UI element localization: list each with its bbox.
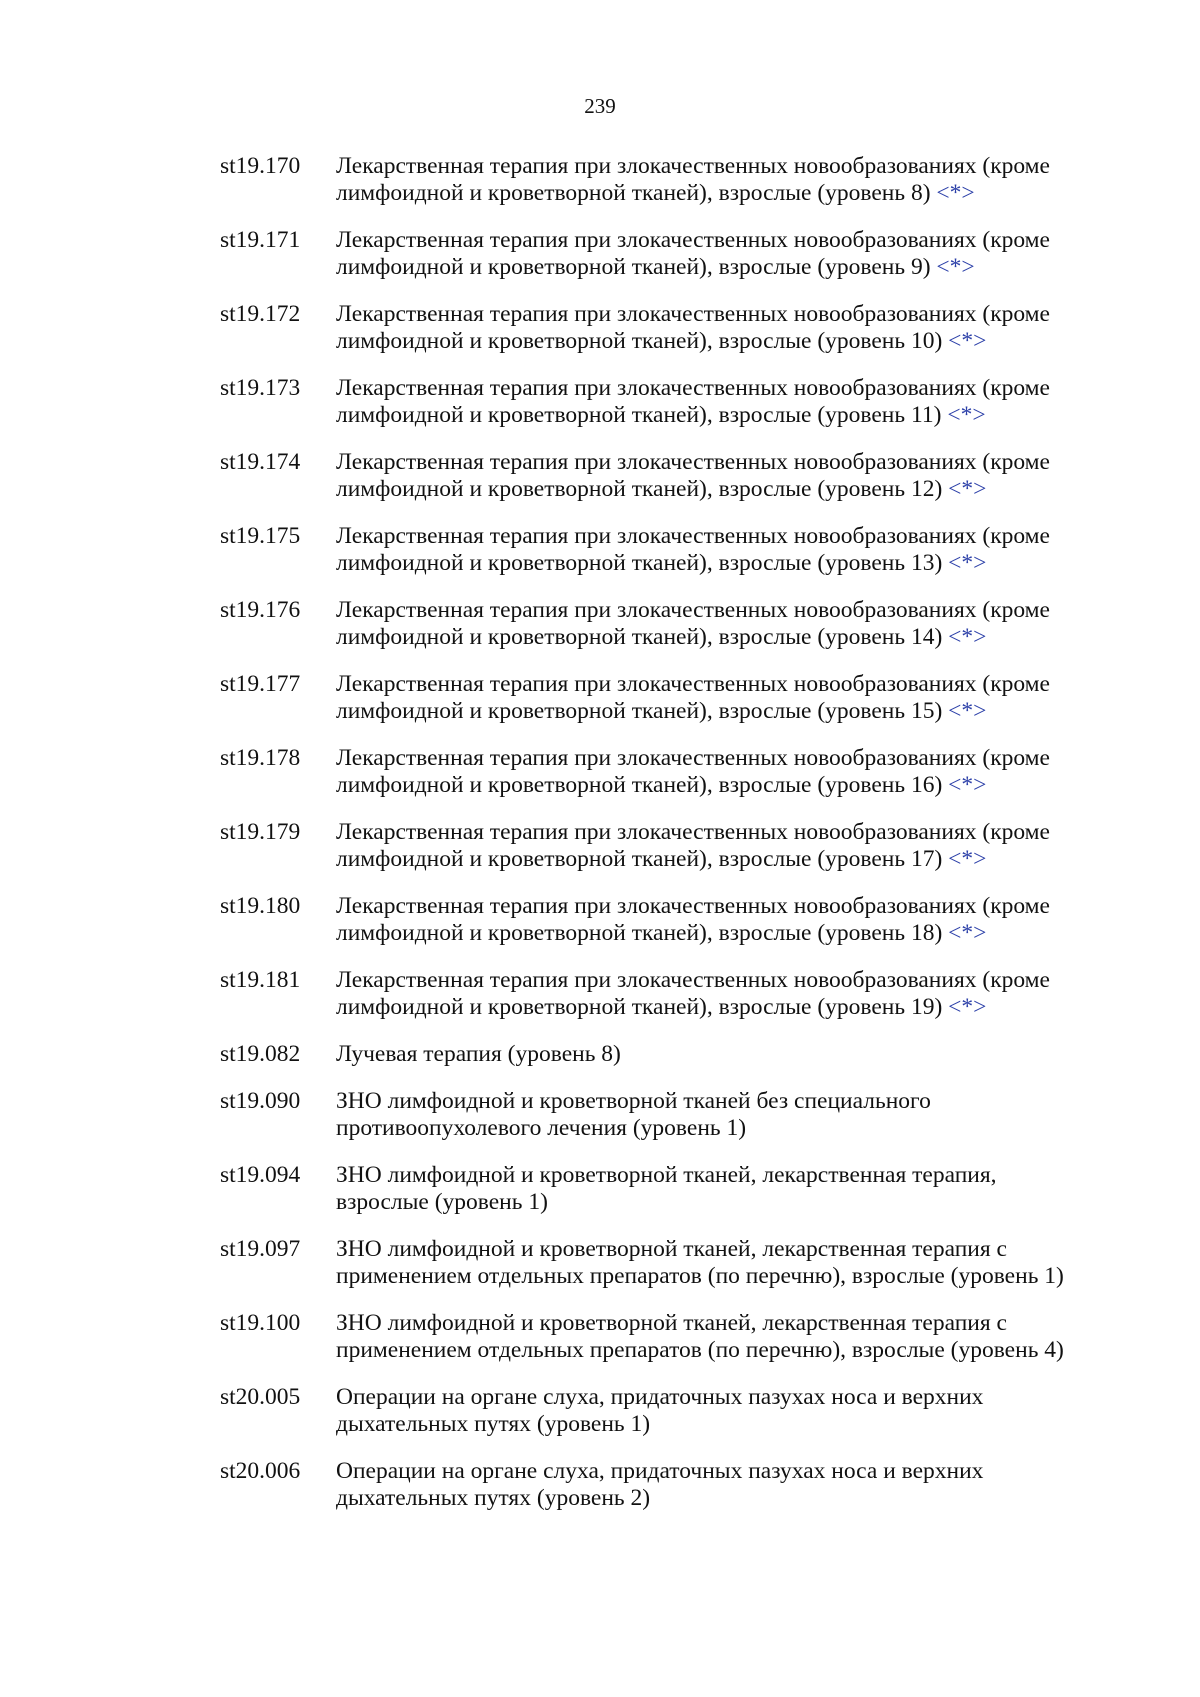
entry-code: st19.177 [220, 671, 301, 697]
entry-line-2-text: лимфоидной и кроветворной тканей), взрослые (уровень 17) [336, 846, 943, 872]
footnote-ref-link[interactable]: <*> [948, 920, 987, 946]
entry-line-2 [336, 698, 1106, 725]
list-item [0, 153, 1200, 207]
entry-line-1: Операции на органе слуха, придаточных пазухах носа и верхних [336, 1384, 984, 1410]
entry-list [0, 153, 1200, 1532]
entry-description [336, 153, 1106, 207]
entry-code: st19.097 [220, 1236, 301, 1262]
entry-line-2-text: лимфоидной и кроветворной тканей), взрослые (уровень 13) [336, 550, 943, 576]
entry-description [336, 301, 1106, 355]
entry-description [336, 819, 1106, 873]
entry-code: st19.178 [220, 745, 301, 771]
list-item [0, 375, 1200, 429]
entry-description [336, 1458, 1106, 1512]
entry-description [336, 1162, 1106, 1216]
entry-code: st19.082 [220, 1041, 301, 1067]
entry-line-1: Лекарственная терапия при злокачественных новообразованиях (кроме [336, 375, 1050, 401]
entry-line-1: Лекарственная терапия при злокачественных новообразованиях (кроме [336, 301, 1050, 327]
entry-code: st19.176 [220, 597, 301, 623]
entry-line-2-text: лимфоидной и кроветворной тканей), взрослые (уровень 12) [336, 476, 943, 502]
entry-line-1: Операции на органе слуха, придаточных пазухах носа и верхних [336, 1458, 984, 1484]
entry-line-2 [336, 180, 1106, 207]
list-item [0, 1310, 1200, 1364]
entry-code: st19.173 [220, 375, 301, 401]
list-item [0, 1458, 1200, 1512]
entry-code: st19.175 [220, 523, 301, 549]
entry-description [336, 1384, 1106, 1438]
entry-line-2-text: лимфоидной и кроветворной тканей), взрослые (уровень 18) [336, 920, 943, 946]
list-item [0, 301, 1200, 355]
entry-description [336, 1310, 1106, 1364]
entry-description [336, 227, 1106, 281]
entry-description [336, 671, 1106, 725]
entry-description [336, 375, 1106, 429]
entry-line-2 [336, 328, 1106, 355]
entry-line-1: Лекарственная терапия при злокачественных новообразованиях (кроме [336, 819, 1050, 845]
list-item [0, 819, 1200, 873]
entry-description [336, 967, 1106, 1021]
page-number: 239 [584, 94, 616, 118]
entry-line-1: Лекарственная терапия при злокачественных новообразованиях (кроме [336, 671, 1050, 697]
entry-code: st19.090 [220, 1088, 301, 1114]
entry-line-1: ЗНО лимфоидной и кроветворной тканей, лекарственная терапия с [336, 1310, 1007, 1336]
entry-code: st20.005 [220, 1384, 301, 1410]
entry-line-2: применением отдельных препаратов (по перечню), взрослые (уровень 1) [336, 1263, 1064, 1289]
list-item [0, 1041, 1200, 1068]
entry-line-1: Лучевая терапия (уровень 8) [336, 1041, 621, 1067]
entry-line-2: дыхательных путях (уровень 2) [336, 1485, 651, 1511]
entry-line-2: применением отдельных препаратов (по перечню), взрослые (уровень 4) [336, 1337, 1064, 1363]
footnote-ref-link[interactable]: <*> [936, 254, 975, 280]
list-item [0, 967, 1200, 1021]
entry-description [336, 597, 1106, 651]
entry-line-2-text: лимфоидной и кроветворной тканей), взрослые (уровень 10) [336, 328, 943, 354]
entry-line-1: Лекарственная терапия при злокачественных новообразованиях (кроме [336, 745, 1050, 771]
entry-line-2-text: лимфоидной и кроветворной тканей), взрослые (уровень 11) [336, 402, 942, 428]
entry-code: st19.171 [220, 227, 301, 253]
entry-line-2 [336, 550, 1106, 577]
entry-code: st19.094 [220, 1162, 301, 1188]
footnote-ref-link[interactable]: <*> [948, 994, 987, 1020]
entry-description [336, 449, 1106, 503]
entry-line-2: противоопухолевого лечения (уровень 1) [336, 1115, 747, 1141]
entry-code: st19.172 [220, 301, 301, 327]
entry-code: st19.179 [220, 819, 301, 845]
entry-line-2 [336, 624, 1106, 651]
entry-line-1: ЗНО лимфоидной и кроветворной тканей без специального [336, 1088, 931, 1114]
entry-code: st19.181 [220, 967, 301, 993]
entry-code: st20.006 [220, 1458, 301, 1484]
entry-description [336, 523, 1106, 577]
list-item [0, 523, 1200, 577]
entry-line-1: Лекарственная терапия при злокачественных новообразованиях (кроме [336, 449, 1050, 475]
list-item [0, 671, 1200, 725]
entry-code: st19.180 [220, 893, 301, 919]
list-item [0, 1384, 1200, 1438]
entry-description [336, 1041, 1106, 1068]
entry-code: st19.170 [220, 153, 301, 179]
footnote-ref-link[interactable]: <*> [948, 698, 987, 724]
entry-line-1: Лекарственная терапия при злокачественных новообразованиях (кроме [336, 893, 1050, 919]
footnote-ref-link[interactable]: <*> [948, 550, 987, 576]
footnote-ref-link[interactable]: <*> [947, 402, 986, 428]
list-item [0, 449, 1200, 503]
entry-line-1: Лекарственная терапия при злокачественных новообразованиях (кроме [336, 523, 1050, 549]
list-item [0, 1162, 1200, 1216]
entry-line-2 [336, 846, 1106, 873]
entry-description [336, 745, 1106, 799]
entry-line-2-text: лимфоидной и кроветворной тканей), взрослые (уровень 9) [336, 254, 931, 280]
footnote-ref-link[interactable]: <*> [936, 180, 975, 206]
list-item [0, 745, 1200, 799]
entry-line-2 [336, 476, 1106, 503]
entry-line-2: взрослые (уровень 1) [336, 1189, 548, 1215]
footnote-ref-link[interactable]: <*> [948, 328, 987, 354]
entry-line-2-text: лимфоидной и кроветворной тканей), взрослые (уровень 19) [336, 994, 943, 1020]
list-item [0, 227, 1200, 281]
entry-line-2 [336, 402, 1106, 429]
entry-line-2-text: лимфоидной и кроветворной тканей), взрослые (уровень 8) [336, 180, 931, 206]
entry-line-2: дыхательных путях (уровень 1) [336, 1411, 651, 1437]
entry-description [336, 1236, 1106, 1290]
entry-code: st19.174 [220, 449, 301, 475]
entry-line-1: ЗНО лимфоидной и кроветворной тканей, лекарственная терапия, [336, 1162, 997, 1188]
footnote-ref-link[interactable]: <*> [948, 476, 987, 502]
entry-line-1: Лекарственная терапия при злокачественных новообразованиях (кроме [336, 227, 1050, 253]
entry-description [336, 893, 1106, 947]
entry-line-2 [336, 772, 1106, 799]
entry-line-2-text: лимфоидной и кроветворной тканей), взрослые (уровень 14) [336, 624, 943, 650]
entry-line-2 [336, 994, 1106, 1021]
entry-line-2-text: лимфоидной и кроветворной тканей), взрослые (уровень 16) [336, 772, 943, 798]
entry-line-2 [336, 920, 1106, 947]
entry-line-1: Лекарственная терапия при злокачественных новообразованиях (кроме [336, 153, 1050, 179]
entry-description [336, 1088, 1106, 1142]
footnote-ref-link[interactable]: <*> [948, 772, 987, 798]
entry-line-1: Лекарственная терапия при злокачественных новообразованиях (кроме [336, 967, 1050, 993]
entry-line-1: ЗНО лимфоидной и кроветворной тканей, лекарственная терапия с [336, 1236, 1007, 1262]
list-item [0, 893, 1200, 947]
list-item [0, 1088, 1200, 1142]
entry-line-1: Лекарственная терапия при злокачественных новообразованиях (кроме [336, 597, 1050, 623]
footnote-ref-link[interactable]: <*> [948, 846, 987, 872]
list-item [0, 597, 1200, 651]
footnote-ref-link[interactable]: <*> [948, 624, 987, 650]
entry-line-2 [336, 254, 1106, 281]
list-item [0, 1236, 1200, 1290]
entry-line-2-text: лимфоидной и кроветворной тканей), взрослые (уровень 15) [336, 698, 943, 724]
entry-code: st19.100 [220, 1310, 301, 1336]
